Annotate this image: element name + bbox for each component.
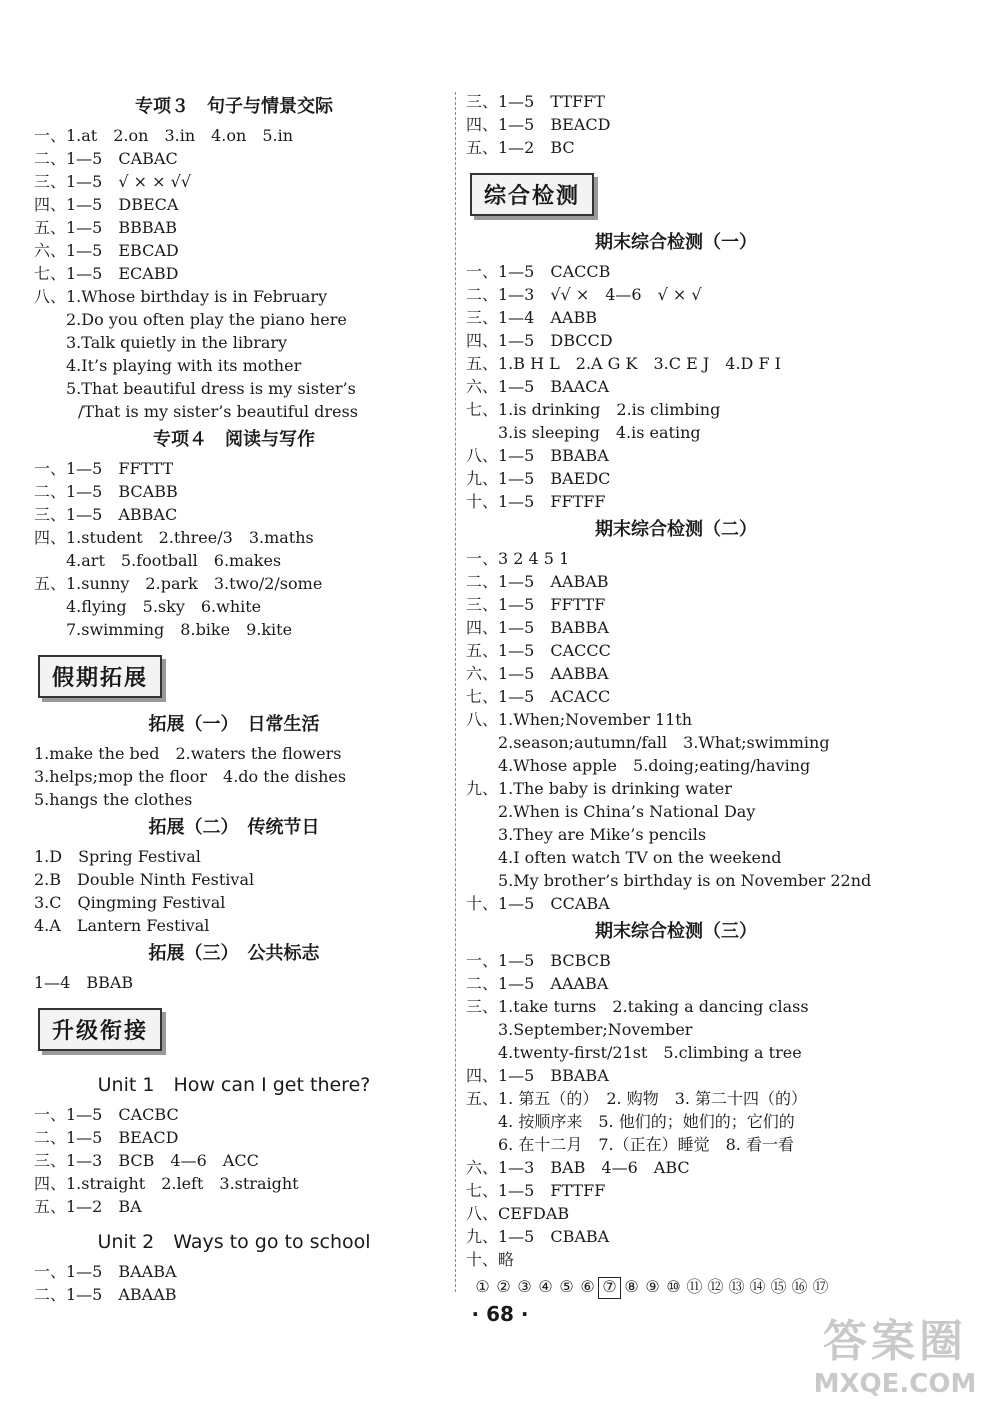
answer-line: 1—4 BBAB [34,973,134,992]
answer-line: 5.That beautiful dress is my sister’s [66,379,356,398]
right-column [466,90,886,1271]
answer-line: 七、1.is drinking 2.is climbing [466,400,721,419]
page-number: · 68 · [471,1302,529,1326]
answer-line: 九、1—5 CBABA [466,1227,610,1246]
watermark [800,1305,990,1399]
section-heading: 期末综合检测（三） [595,921,757,942]
answer-line: 一、3 2 4 5 1 [466,549,570,568]
page-index-item: ⑦ [598,1277,621,1299]
answer-line: 4.It’s playing with its mother [66,356,302,375]
answer-line: 5.hangs the clothes [34,790,193,809]
answer-line: 一、1—5 FFTTT [34,459,174,478]
page-index-item: ⑪ [686,1277,703,1296]
answer-line: 7.swimming 8.bike 9.kite [66,620,293,639]
answer-line: 4.twenty-first/21st 5.climbing a tree [498,1043,802,1062]
answer-line: 1.make the bed 2.waters the flowers [34,744,342,763]
answer-line: 八、1—5 BBABA [466,446,609,465]
answer-line: 4. 按顺序来 5. 他们的；她们的；它们的 [498,1112,795,1131]
answer-line: 三、1—3 BCB 4—6 ACC [34,1151,259,1170]
page-index-item: ② [496,1277,511,1296]
answer-line: 七、1—5 ACACC [466,687,611,706]
section-heading: 拓展（三） 公共标志 [148,943,320,964]
answer-line: 四、1.straight 2.left 3.straight [34,1174,299,1193]
answer-line: 二、1—3 √√ × 4—6 √ × √ [466,285,702,304]
answer-line: 4.art 5.football 6.makes [66,551,282,570]
answer-line: 4.flying 5.sky 6.white [66,597,262,616]
answer-line: 九、1.The baby is drinking water [466,779,732,798]
answer-line: 一、1.at 2.on 3.in 4.on 5.in [34,126,294,145]
answer-line: 6. 在十二月 7.（正在）睡觉 8. 看一看 [498,1135,794,1154]
answer-line: 二、1—5 CABAC [34,149,178,168]
unit-heading: Unit 2 Ways to go to school [97,1231,371,1253]
answer-line: 六、1—5 AABBA [466,664,609,683]
answer-line: 二、1—5 AABAB [466,572,609,591]
answer-line: 4.A Lantern Festival [34,916,210,935]
section-heading: 专项３ 句子与情景交际 [135,96,333,117]
answer-line: 五、1. 第五（的） 2. 购物 3. 第二十四（的） [466,1089,808,1108]
section-heading: 拓展（一） 日常生活 [148,714,320,735]
answer-line: 五、1.sunny 2.park 3.two/2/some [34,574,323,593]
answer-line: 2.B Double Ninth Festival [34,870,255,889]
answer-line: 四、1—5 BBABA [466,1066,609,1085]
answer-line: 三、1—5 FFTTF [466,595,606,614]
column-divider [455,92,456,1292]
answer-line: 一、1—5 BAABA [34,1262,177,1281]
answer-line: 一、1—5 BCBCB [466,951,611,970]
answer-line: 4.I often watch TV on the weekend [498,848,782,867]
page-index-item: ⑥ [580,1277,595,1296]
answer-line: 二、1—5 AAABA [466,974,609,993]
answer-line: 十、1—5 CCABA [466,894,610,913]
page-index-strip [472,1277,831,1299]
answer-line: 六、1—5 BAACA [466,377,610,396]
page-index-item: ⑯ [791,1277,808,1296]
page-index-item: ⑬ [728,1277,745,1296]
watermark-site: MXQE.COM [813,1369,977,1399]
page-index-item: ⑧ [624,1277,639,1296]
answer-line: 4.Whose apple 5.doing;eating/having [498,756,811,775]
page-index-item: ④ [538,1277,553,1296]
answer-line: 3.is sleeping 4.is eating [498,423,701,442]
answer-line: 一、1—5 CACBC [34,1105,179,1124]
page-index-item: ⑫ [707,1277,724,1296]
section-banner-wrap [34,994,434,1061]
answer-line: 三、1—5 TTFFT [466,92,605,111]
answer-line: 三、1—5 √ × × √√ [34,172,192,191]
answer-line: 5.My brother’s birthday is on November 22nd [498,871,872,890]
page-index-item: ⑤ [559,1277,574,1296]
answer-line: 九、1—5 BAEDC [466,469,611,488]
answer-line: 四、1—5 BEACD [466,115,611,134]
page-index-item: ⑨ [645,1277,660,1296]
answer-line: 四、1.student 2.three/3 3.maths [34,528,314,547]
answer-line: 2.season;autumn/fall 3.What;swimming [498,733,830,752]
section-banner-wrap [466,159,886,226]
answer-line: /That is my sister’s beautiful dress [78,402,358,421]
answer-line: 十、1—5 FFTFF [466,492,606,511]
answer-line: 四、1—5 DBECA [34,195,179,214]
answer-line: 二、1—5 ABAAB [34,1285,177,1304]
answer-line: 八、1.When;November 11th [466,710,693,729]
answer-line: 三、1—4 AABB [466,308,597,327]
section-banner-wrap [34,641,434,708]
answer-line: 3.helps;mop the floor 4.do the dishes [34,767,347,786]
left-column [34,90,434,1306]
page-index-item: ① [475,1277,490,1296]
section-heading: 专项４ 阅读与写作 [153,429,315,450]
answer-line: 五、1—5 CACCC [466,641,611,660]
section-heading: 期末综合检测（一） [595,232,757,253]
answer-line: 七、1—5 ECABD [34,264,179,283]
section-banner: 升级衔接 [38,1008,162,1051]
section-banner: 综合检测 [470,173,594,216]
answer-line: 1.D Spring Festival [34,847,201,866]
answer-line: 3.They are Mike’s pencils [498,825,707,844]
answer-line: 五、1—2 BC [466,138,575,157]
answer-line: 八、1.Whose birthday is in February [34,287,328,306]
section-banner: 假期拓展 [38,655,162,698]
answer-line: 二、1—5 BEACD [34,1128,179,1147]
answer-line: 八、CEFDAB [466,1204,570,1223]
section-heading: 期末综合检测（二） [595,519,757,540]
answer-line: 一、1—5 CACCB [466,262,611,281]
answer-line: 2.Do you often play the piano here [66,310,347,329]
answer-line: 3.Talk quietly in the library [66,333,288,352]
answer-line: 四、1—5 BABBA [466,618,609,637]
answer-line: 五、1—2 BA [34,1197,142,1216]
page-index-item: ⑩ [666,1277,681,1296]
page-index-item: ⑰ [812,1277,829,1296]
unit-heading: Unit 1 How can I get there? [97,1074,371,1096]
page-index-item: ⑮ [770,1277,787,1296]
page-index-item: ③ [517,1277,532,1296]
answer-line: 七、1—5 FTTFF [466,1181,606,1200]
watermark-logo: 答案圈 [823,1316,967,1367]
answer-line: 五、1.B H L 2.A G K 3.C E J 4.D F I [466,354,781,373]
section-heading: 拓展（二） 传统节日 [148,817,320,838]
answer-line: 六、1—5 EBCAD [34,241,179,260]
answer-line: 五、1—5 BBBAB [34,218,177,237]
answer-line: 四、1—5 DBCCD [466,331,613,350]
answer-line: 二、1—5 BCABB [34,482,178,501]
answer-line: 2.When is China’s National Day [498,802,756,821]
page-index-item: ⑭ [749,1277,766,1296]
answer-line: 六、1—3 BAB 4—6 ABC [466,1158,690,1177]
answer-line: 三、1.take turns 2.taking a dancing class [466,997,809,1016]
answer-line: 三、1—5 ABBAC [34,505,178,524]
answer-line: 3.September;November [498,1020,693,1039]
answer-line: 3.C Qingming Festival [34,893,226,912]
answer-line: 十、略 [466,1250,515,1269]
